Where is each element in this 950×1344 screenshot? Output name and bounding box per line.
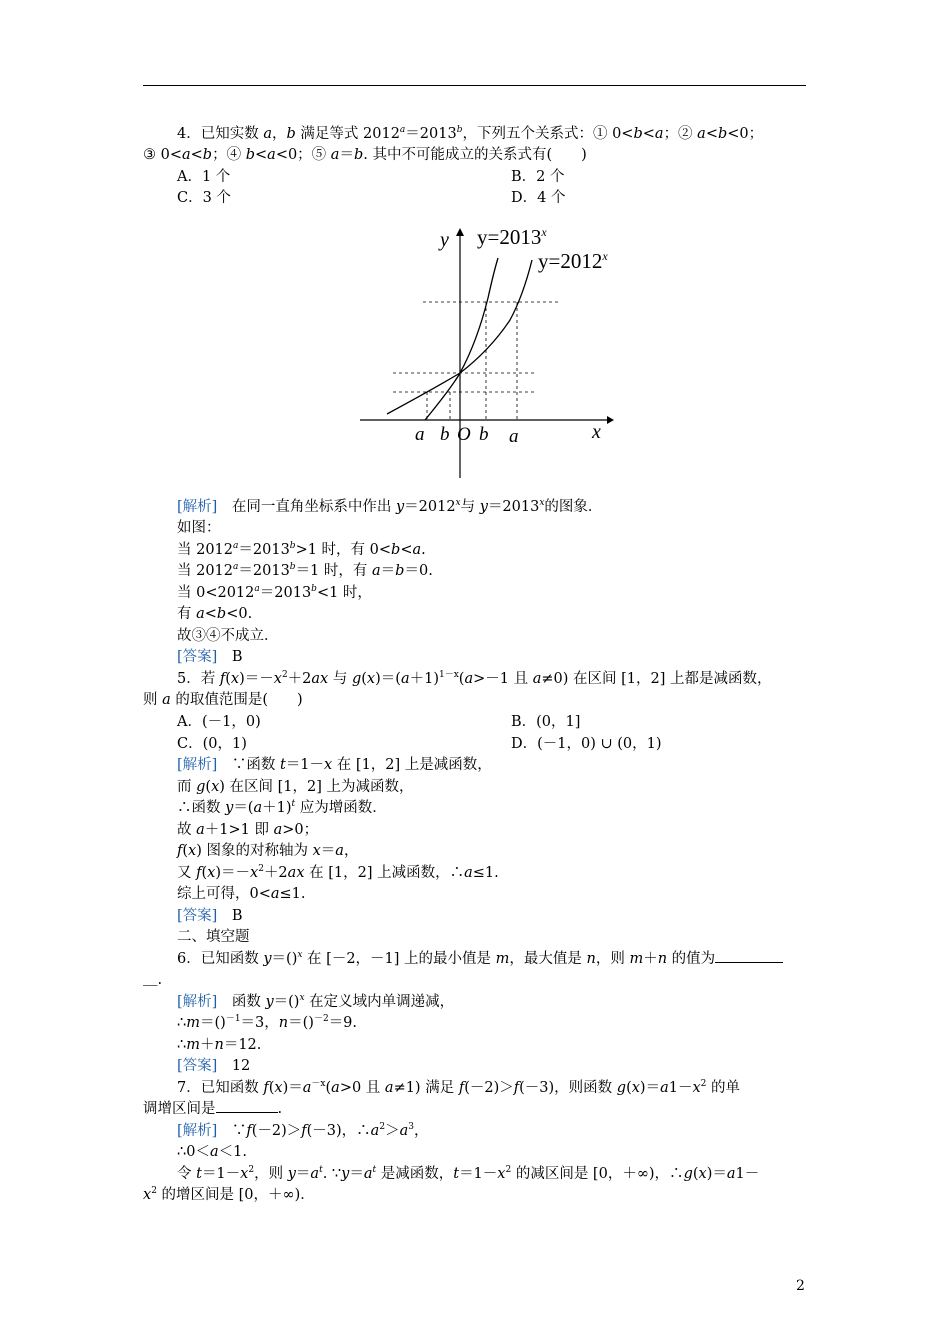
sol4-line7: 故③④不成立．	[177, 628, 279, 644]
q4-line1: 4．已知实数 a，b 满足等式 $2012^a=2013^b$，下列五个关系式：① 0<b<a；② a<b<0；	[177, 125, 764, 142]
curve-label-2013: $y=2013^x$	[477, 225, 547, 249]
q5-option-a: A．(－1，0)	[177, 714, 261, 730]
q4-option-c: C．3 个	[177, 190, 231, 206]
q4-option-b: B．2 个	[511, 169, 565, 185]
tick-label-a-right: a	[509, 426, 519, 447]
q4-option-a: A．1 个	[177, 169, 231, 185]
q6-solution-line3: ∴m＋n＝12.	[177, 1037, 262, 1053]
page-number: 2	[796, 1278, 805, 1294]
q7-line1: 7．已知函数 $f(x)=a^{-x}(a>0$ 且 a≠1) 满足 f(－2)＞f(－3)，则函数 $g(x)=a1-x^2$ 的单	[177, 1079, 741, 1096]
sol5-line1: [解析] ∵函数 t＝1－x 在 [1，2] 上是减函数，	[177, 757, 492, 773]
q7-solution-line2: ∴0＜a＜1.	[177, 1144, 247, 1160]
q7-solution-line1: [解析] ∵f(－2)＞f(－3)，$\therefore a^2>a^3$，	[177, 1122, 429, 1139]
sol5-line3: ∴函数 $y=(a+1)^t$ 应为增函数．	[177, 799, 387, 816]
header-rule	[143, 85, 806, 86]
q5-option-d: D．(－1，0) ∪ (0，1)	[511, 736, 662, 752]
curve-label-2012: $y=2012^x$	[538, 249, 608, 273]
section-heading: 二、填空题	[177, 929, 250, 945]
q4-option-d: D．4 个	[511, 190, 566, 206]
q5-option-c: C．(0，1)	[177, 736, 247, 752]
q5-line2: 则 a 的取值范围是( )	[143, 692, 303, 708]
sol4-line2: 如图：	[177, 520, 221, 536]
q7-line2: 调增区间是 .	[143, 1101, 283, 1117]
curve-y-2013x	[425, 258, 498, 420]
sol4-line5: 当 $0<2012^a=2013^b<1$ 时，	[177, 584, 372, 601]
sol5-answer: [答案] B	[177, 908, 243, 924]
y-axis-label: y	[440, 229, 449, 251]
q6-solution-line1: [解析] 函数 y＝()$^x$ 在定义域内单调递减，	[177, 993, 455, 1010]
q6-line1: 6．已知函数 y＝()$^x$ 在 [－2，－1] 上的最小值是 m，最大值是 n，则 m＋n 的值为	[177, 949, 783, 969]
sol4-line4: 当 $2012^a=2013^b=1$ 时，有 a＝b＝0.	[177, 562, 433, 579]
q4-line2: ③ 0<a<b；④ b<a<0；⑤ a＝b. 其中不可能成立的关系式有( )	[143, 147, 587, 163]
tick-label-b-right: b	[479, 424, 489, 445]
sol5-line6: 又 $f(x)=-x^2+2ax$ 在 [1，2] 上减函数，∴a≤1.	[177, 864, 499, 881]
guide-lines	[393, 302, 560, 420]
q5-option-b: B．(0，1]	[511, 714, 581, 730]
tick-label-a-left: a	[415, 424, 425, 445]
q6-solution-line2: ∴m＝()$^{-1}$＝3，n＝()$^{-2}$＝9.	[177, 1014, 358, 1031]
sol4-line3: 当 $2012^a=2013^b>1$ 时，有 0<b<a.	[177, 541, 426, 558]
sol5-line5: f(x) 图象的对称轴为 x＝a，	[177, 843, 359, 859]
exponential-graph-figure	[355, 220, 615, 482]
q7-solution-line3: 令 $t=1-x^2$，则 $y=a^t$. $\because y=a^t$ 是减函数，$t=1-x^2$ 的减区间是 [0，＋∞)，∴g(x)＝a1－	[177, 1165, 760, 1182]
sol4-answer: [答案] B	[177, 649, 243, 665]
sol4-line6: 有 a<b<0.	[177, 606, 253, 622]
sol5-line2: 而 g(x) 在区间 [1，2] 上为减函数，	[177, 779, 414, 795]
q6-answer-blank	[715, 950, 783, 963]
q5-line1: 5．若 $f(x)=-x^2+2ax$ 与 $g(x)=(a+1)^{1-x}(a>-1$ 且 a≠0) 在区间 [1，2] 上都是减函数，	[177, 670, 772, 687]
sol5-line4: 故 a＋1>1 即 a>0；	[177, 822, 319, 838]
x-axis-label: x	[592, 421, 601, 443]
q6-answer: [答案] 12	[177, 1058, 251, 1074]
q7-solution-line4: $x^2$ 的增区间是 [0，＋∞)．	[143, 1186, 315, 1203]
y-axis-arrow	[456, 228, 464, 236]
sol4-line1: [解析] 在同一直角坐标系中作出 $y=2012^x$与 $y=2013^x$的图象．	[177, 498, 603, 515]
origin-label: O	[457, 424, 471, 445]
q6-line2: ＿.	[143, 972, 163, 988]
x-axis-arrow	[607, 416, 614, 424]
q7-answer-blank	[216, 1100, 278, 1113]
tick-label-b-left: b	[440, 424, 450, 445]
sol5-line7: 综上可得，0<a≤1.	[177, 886, 306, 902]
